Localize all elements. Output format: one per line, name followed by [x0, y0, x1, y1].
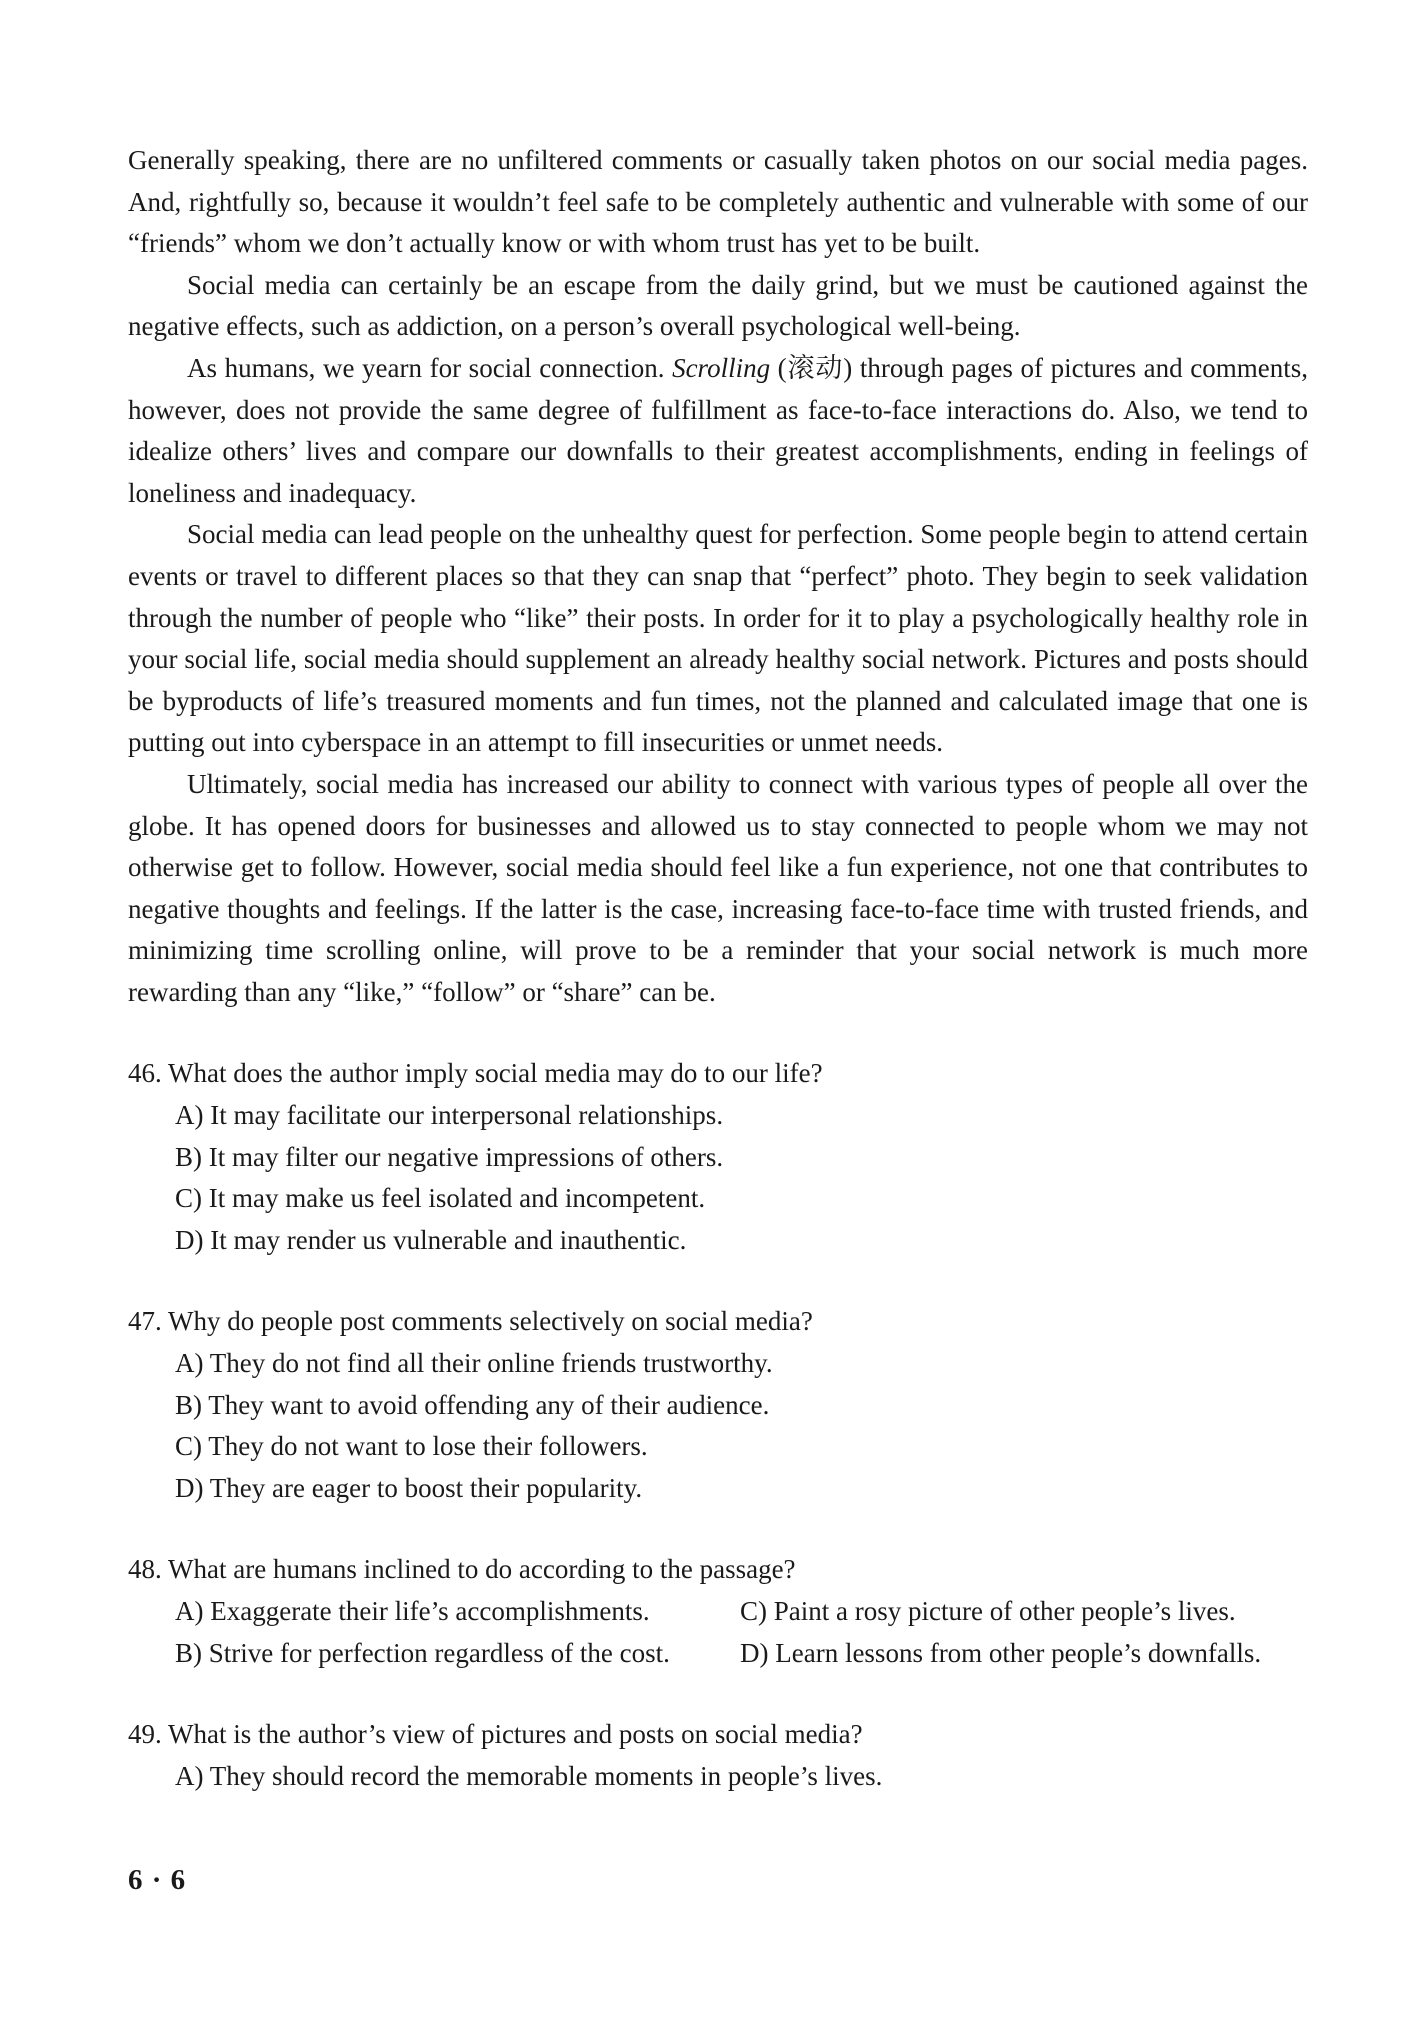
option-c: C) It may make us feel isolated and incompetent.: [175, 1183, 706, 1214]
option-b: B) Strive for perfection regardless of the cost.: [175, 1637, 670, 1668]
option-d: D) Learn lessons from other people’s downfalls.: [740, 1637, 1262, 1668]
two-column-options: [128, 1591, 1308, 1674]
option-d: D) They are eager to boost their popularity.: [175, 1472, 643, 1503]
paragraph-3-rest: through pages of pictures and comments, however, does not provide the same degree of fulfillment as face-to-face interactions do. Also, we tend to idealize others’ lives and compare our downfalls to their greatest accomplishments, ending in feelings of loneliness and inadequacy.: [128, 352, 1308, 508]
option-a: A) Exaggerate their life’s accomplishments.: [175, 1596, 650, 1626]
option-a: A) They should record the memorable moments in people’s lives.: [175, 1760, 883, 1791]
page-number: 6 · 6: [128, 1864, 187, 1896]
question-stem: 46. What does the author imply social media may do to our life?: [128, 1058, 823, 1089]
question-48: [128, 1549, 1308, 1674]
question-47: [128, 1301, 1308, 1509]
passage-paragraph-2: Social media can certainly be an escape from the daily grind, but we must be cautioned against the negative effects, such as addiction, on a person’s overall psychological well-being.: [128, 269, 1308, 342]
passage-paragraph-5: Ultimately, social media has increased our ability to connect with various types of people all over the globe. It has opened doors for businesses and allowed us to stay connected to people whom we may not otherwise get to follow. However, social media should feel like a fun experience, not one that contributes to negative thoughts and feelings. If the latter is the case, increasing face-to-face time with trusted friends, and minimizing time scrolling online, will prove to be a reminder that your social network is much more rewarding than any “like,” “follow” or “share” can be.: [128, 768, 1308, 1007]
scrolling-gloss: (滚动): [770, 352, 853, 383]
option-a: A) They do not find all their online friends trustworthy.: [175, 1348, 773, 1379]
option-c: C) They do not want to lose their followers.: [175, 1431, 648, 1462]
scrolling-term: Scrolling: [672, 352, 771, 383]
option-c: C) Paint a rosy picture of other people’s lives.: [740, 1596, 1236, 1626]
question-stem: 47. Why do people post comments selectively on social media?: [128, 1306, 813, 1337]
passage-paragraph-3: [128, 348, 1308, 514]
passage-paragraph-1: Generally speaking, there are no unfiltered comments or casually taken photos on our social media pages. And, rightfully so, because it wouldn’t feel safe to be completely authentic and vulnerable with some of our “friends” whom we don’t actually know or with whom trust has yet to be built.: [128, 145, 1308, 259]
option-b: B) It may filter our negative impressions of others.: [175, 1141, 724, 1172]
exam-page: [128, 140, 1308, 1797]
paragraph-3-lead: As humans, we yearn for social connection.: [187, 352, 673, 383]
option-a: A) It may facilitate our interpersonal relationships.: [175, 1100, 724, 1131]
question-stem: 49. What is the author’s view of pictures and posts on social media?: [128, 1719, 863, 1750]
question-stem: 48. What are humans inclined to do according to the passage?: [128, 1554, 796, 1585]
passage-paragraph-4: Social media can lead people on the unhealthy quest for perfection. Some people begin to attend certain events or travel to different places so that they can snap that “perfect” photo. They begin to seek validation through the number of people who “like” their posts. In order for it to play a psychologically healthy role in your social life, social media should supplement an already healthy social network. Pictures and posts should be byproducts of life’s treasured moments and fun times, not the planned and calculated image that one is putting out into cyberspace in an attempt to fill insecurities or unmet needs.: [128, 519, 1308, 758]
question-list: [128, 1053, 1308, 1797]
question-49: [128, 1714, 1308, 1797]
question-46: [128, 1053, 1308, 1261]
reading-passage: [128, 140, 1308, 1013]
option-d: D) It may render us vulnerable and inauthentic.: [175, 1224, 687, 1255]
option-b: B) They want to avoid offending any of their audience.: [175, 1389, 770, 1420]
